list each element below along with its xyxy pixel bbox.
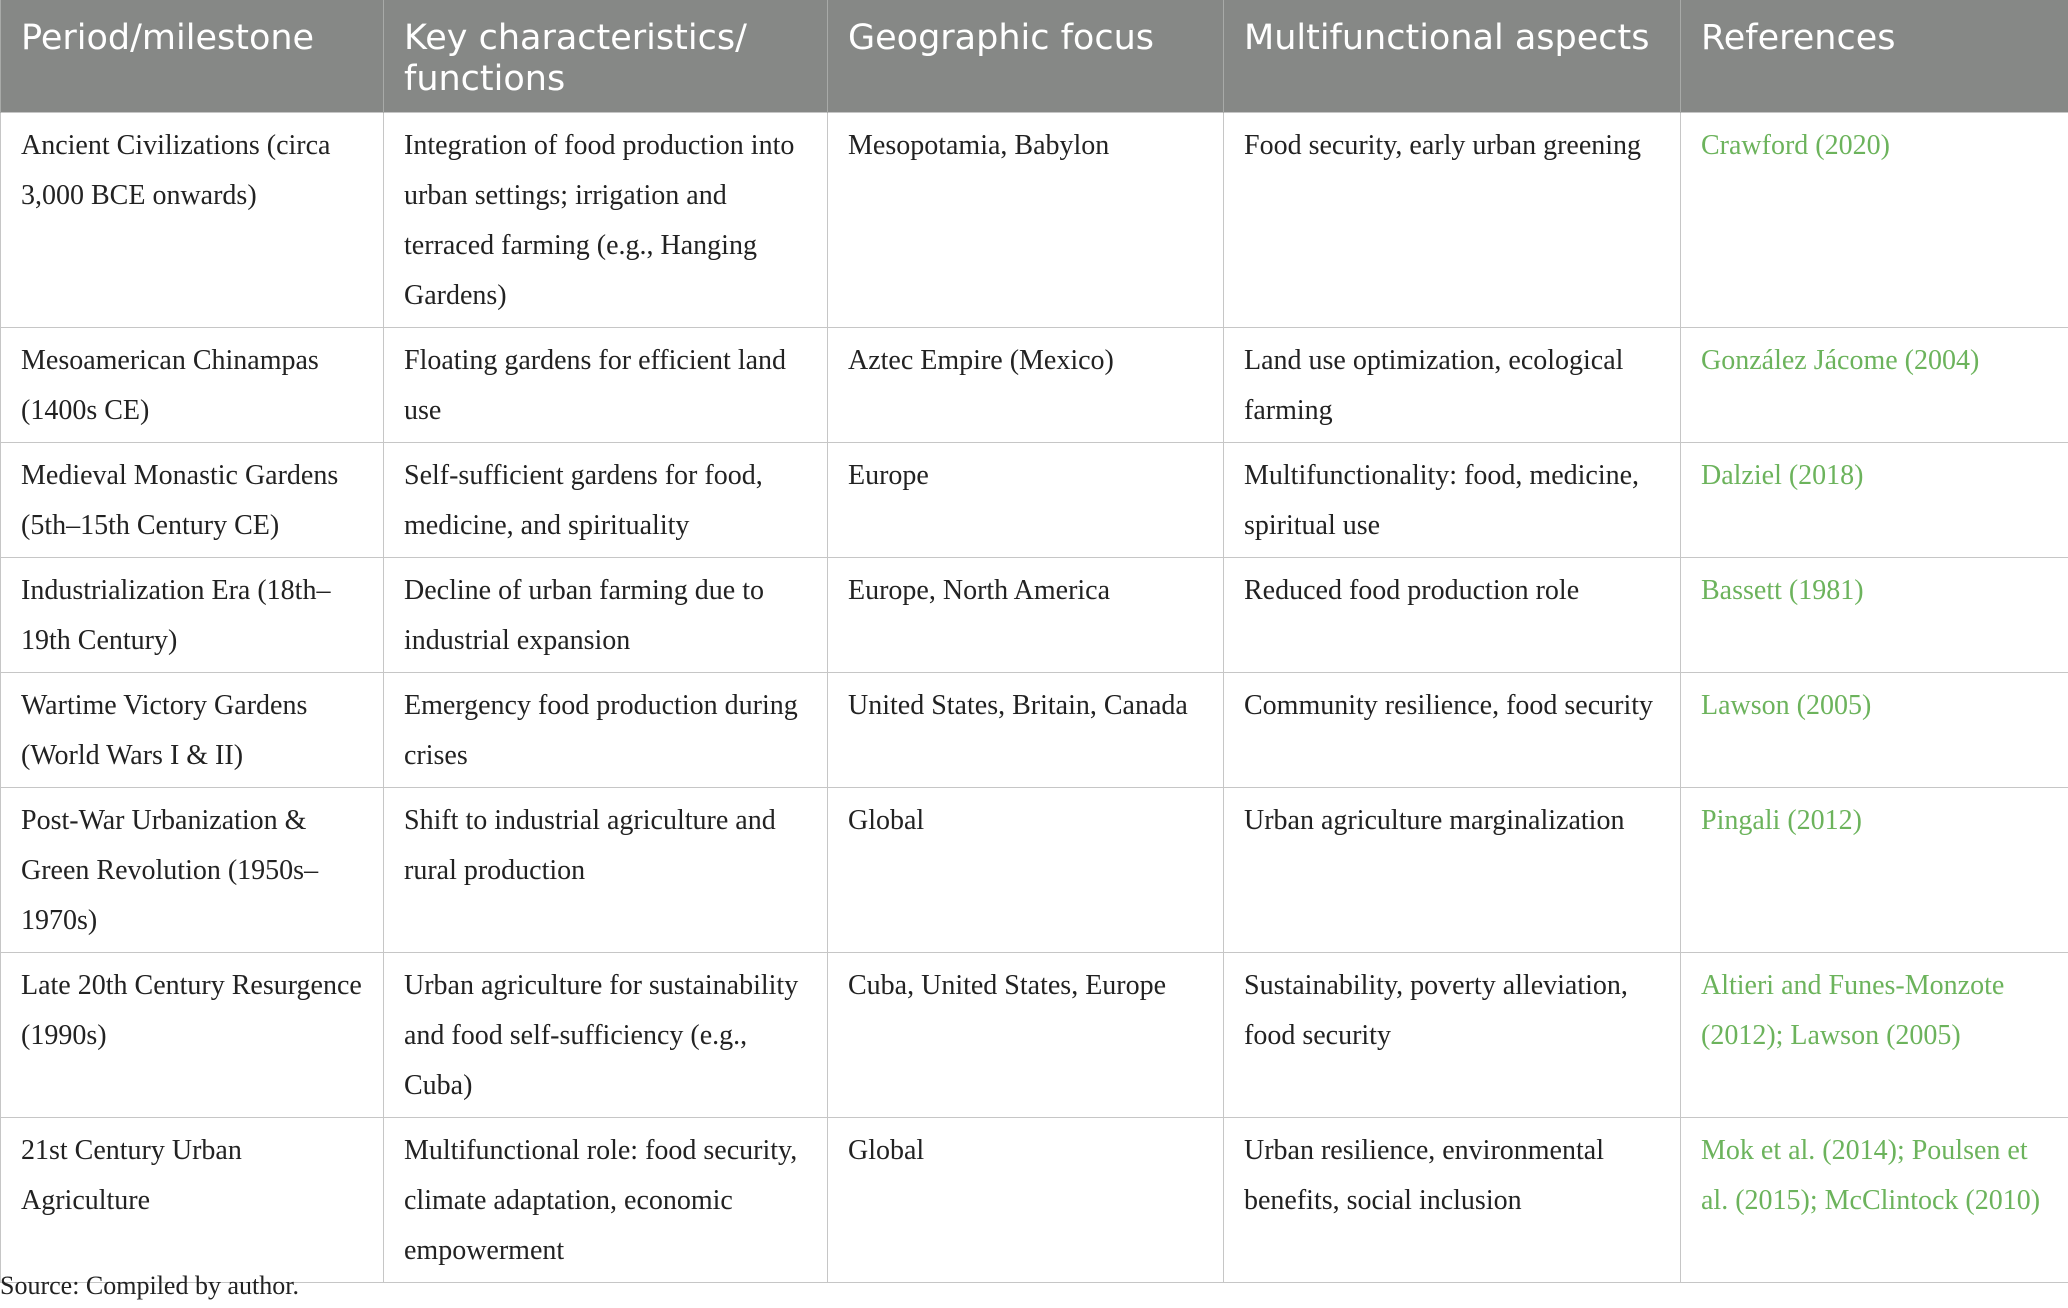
cell-characteristics: Urban agriculture for sustainability and food self-sufficiency (e.g., Cuba) bbox=[384, 953, 828, 1118]
cell-period: 21st Century Urban Agriculture bbox=[1, 1118, 384, 1283]
header-period: Period/milestone bbox=[1, 0, 384, 113]
cell-period: Post-War Urbanization & Green Revolution (1950s–1970s) bbox=[1, 788, 384, 953]
reference-link[interactable]: Pingali (2012) bbox=[1681, 788, 2068, 953]
cell-period: Wartime Victory Gardens (World Wars I & II) bbox=[1, 673, 384, 788]
cell-aspects: Reduced food production role bbox=[1224, 558, 1681, 673]
cell-characteristics: Multifunctional role: food security, climate adaptation, economic empowerment bbox=[384, 1118, 828, 1283]
table-row bbox=[1, 673, 2068, 788]
table-row bbox=[1, 953, 2068, 1118]
header-geography: Geographic focus bbox=[828, 0, 1224, 113]
cell-period: Medieval Monastic Gardens (5th–15th Century CE) bbox=[1, 443, 384, 558]
cell-geography: United States, Britain, Canada bbox=[828, 673, 1224, 788]
cell-period: Mesoamerican Chinampas (1400s CE) bbox=[1, 328, 384, 443]
cell-characteristics: Decline of urban farming due to industrial expansion bbox=[384, 558, 828, 673]
cell-geography: Europe, North America bbox=[828, 558, 1224, 673]
cell-geography: Europe bbox=[828, 443, 1224, 558]
table-body bbox=[1, 113, 2068, 1283]
cell-characteristics: Integration of food production into urban settings; irrigation and terraced farming (e.g., Hanging Gardens) bbox=[384, 113, 828, 328]
cell-aspects: Sustainability, poverty alleviation, food security bbox=[1224, 953, 1681, 1118]
cell-characteristics: Self-sufficient gardens for food, medicine, and spirituality bbox=[384, 443, 828, 558]
header-references: References bbox=[1681, 0, 2068, 113]
cell-period: Ancient Civilizations (circa 3,000 BCE onwards) bbox=[1, 113, 384, 328]
reference-link[interactable]: Lawson (2005) bbox=[1681, 673, 2068, 788]
reference-link[interactable]: Mok et al. (2014); Poulsen et al. (2015); McClintock (2010) bbox=[1681, 1118, 2068, 1283]
cell-aspects: Urban agriculture marginalization bbox=[1224, 788, 1681, 953]
table-row bbox=[1, 558, 2068, 673]
cell-geography: Global bbox=[828, 1118, 1224, 1283]
table-row bbox=[1, 1118, 2068, 1283]
cell-period: Industrialization Era (18th–19th Century) bbox=[1, 558, 384, 673]
reference-link[interactable]: González Jácome (2004) bbox=[1681, 328, 2068, 443]
cell-geography: Mesopotamia, Babylon bbox=[828, 113, 1224, 328]
reference-link[interactable]: Bassett (1981) bbox=[1681, 558, 2068, 673]
cell-aspects: Multifunctionality: food, medicine, spiritual use bbox=[1224, 443, 1681, 558]
header-characteristics: Key characteristics/ functions bbox=[384, 0, 828, 113]
cell-characteristics: Floating gardens for efficient land use bbox=[384, 328, 828, 443]
cell-geography: Cuba, United States, Europe bbox=[828, 953, 1224, 1118]
header-aspects: Multifunctional aspects bbox=[1224, 0, 1681, 113]
cell-geography: Global bbox=[828, 788, 1224, 953]
cell-aspects: Urban resilience, environmental benefits, social inclusion bbox=[1224, 1118, 1681, 1283]
cell-geography: Aztec Empire (Mexico) bbox=[828, 328, 1224, 443]
cell-characteristics: Shift to industrial agriculture and rural production bbox=[384, 788, 828, 953]
cell-characteristics: Emergency food production during crises bbox=[384, 673, 828, 788]
cell-aspects: Land use optimization, ecological farming bbox=[1224, 328, 1681, 443]
table-row bbox=[1, 788, 2068, 953]
table-row bbox=[1, 443, 2068, 558]
table-header bbox=[1, 0, 2068, 113]
reference-link[interactable]: Altieri and Funes-Monzote (2012); Lawson (2005) bbox=[1681, 953, 2068, 1118]
source-note: Source: Compiled by author. bbox=[0, 1271, 299, 1300]
cell-period: Late 20th Century Resurgence (1990s) bbox=[1, 953, 384, 1118]
table-row bbox=[1, 113, 2068, 328]
header-row bbox=[1, 0, 2068, 113]
table-row bbox=[1, 328, 2068, 443]
cell-aspects: Food security, early urban greening bbox=[1224, 113, 1681, 328]
cell-aspects: Community resilience, food security bbox=[1224, 673, 1681, 788]
reference-link[interactable]: Crawford (2020) bbox=[1681, 113, 2068, 328]
reference-link[interactable]: Dalziel (2018) bbox=[1681, 443, 2068, 558]
